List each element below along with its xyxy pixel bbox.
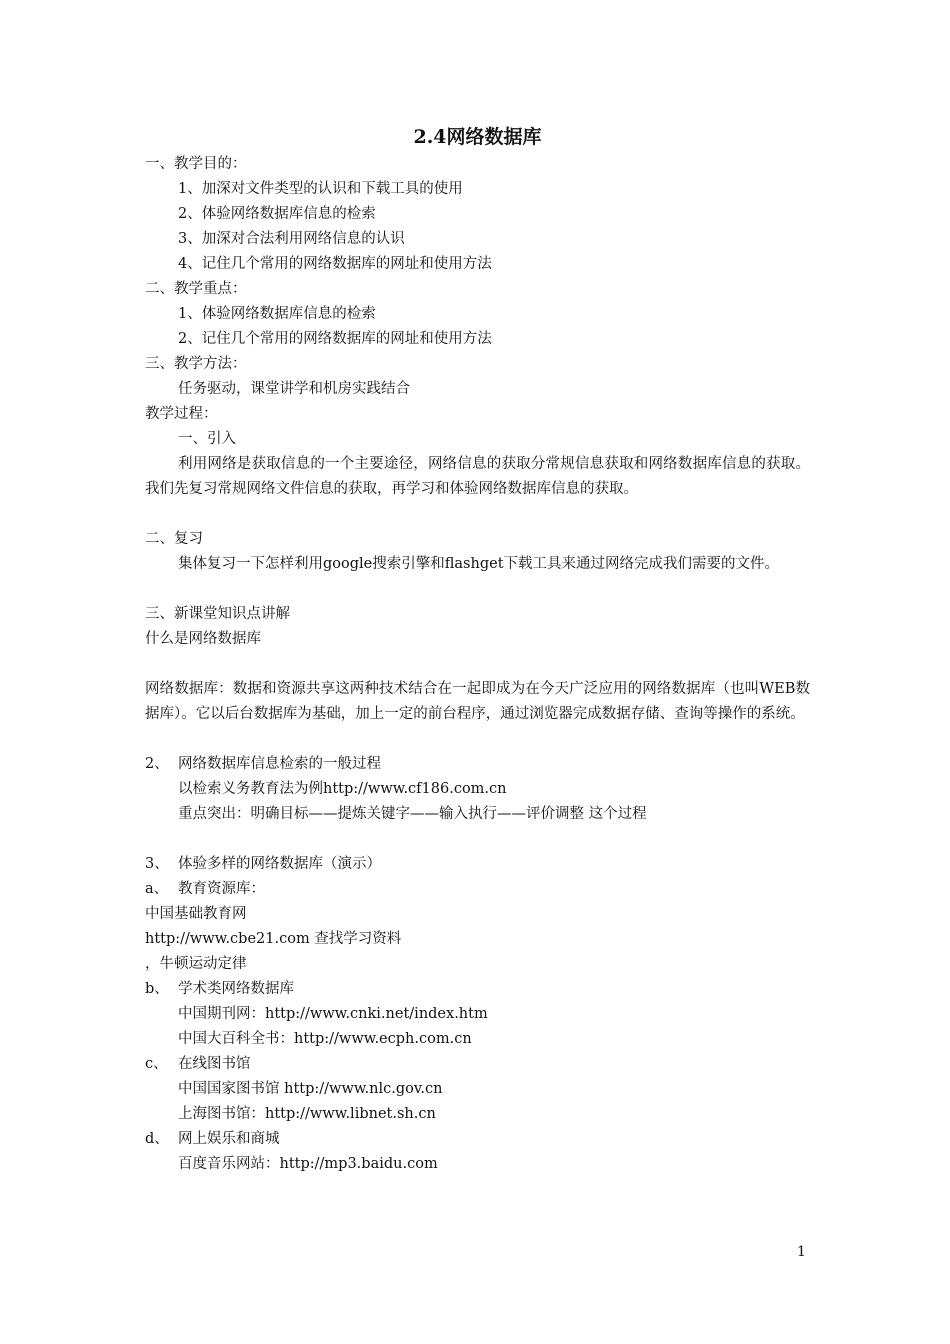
process-line: 重点突出：明确目标——提炼关键字——输入执行——评价调整 这个过程 <box>178 806 647 822</box>
section-heading: 三、教学方法： <box>145 356 247 372</box>
document-title: 2.4网络数据库 <box>413 126 542 148</box>
numbered-heading <box>145 752 810 777</box>
method-text: 任务驱动，课堂讲学和机房实践结合 <box>178 381 410 397</box>
example-line: 以检索义务教育法为例http://www.cf186.com.cn <box>178 781 507 797</box>
section-heading: 教学过程： <box>145 406 218 422</box>
resource-line: 百度音乐网站：http://mp3.baidu.com <box>178 1156 438 1172</box>
item-heading: 教育资源库： <box>178 881 265 897</box>
resource-line: 中国期刊网：http://www.cnki.net/index.htm <box>178 1006 488 1022</box>
item-letter: d、 <box>145 1131 169 1147</box>
lettered-heading <box>145 877 810 902</box>
item-heading: 网上娱乐和商城 <box>178 1131 280 1147</box>
list-item: 3、加深对合法利用网络信息的认识 <box>178 231 405 247</box>
review-paragraph: 集体复习一下怎样利用google搜索引擎和flashget下载工具来通过网络完成我们需要的文件。 <box>178 556 780 572</box>
resource-line: 中国国家图书馆 http://www.nlc.gov.cn <box>178 1081 443 1097</box>
lettered-heading <box>145 1052 810 1077</box>
subsection-heading: 一、引入 <box>178 431 236 447</box>
list-item: 1、加深对文件类型的认识和下载工具的使用 <box>178 181 463 197</box>
list-item: 2、记住几个常用的网络数据库的网址和使用方法 <box>178 331 492 347</box>
numbered-heading <box>145 852 810 877</box>
item-heading: 体验多样的网络数据库（演示） <box>178 856 381 872</box>
item-letter: c、 <box>145 1056 168 1072</box>
item-number: 3、 <box>145 856 169 872</box>
list-item: 2、体验网络数据库信息的检索 <box>178 206 376 222</box>
item-heading: 学术类网络数据库 <box>178 981 294 997</box>
item-heading: 在线图书馆 <box>178 1056 251 1072</box>
list-item: 1、体验网络数据库信息的检索 <box>178 306 376 322</box>
section-heading: 一、教学目的： <box>145 156 247 172</box>
item-heading: 网络数据库信息检索的一般过程 <box>178 756 381 772</box>
document-page <box>145 122 810 1177</box>
resource-line: 上海图书馆：http://www.libnet.sh.cn <box>178 1106 436 1122</box>
item-number: 2、 <box>145 756 169 772</box>
section-heading: 二、教学重点： <box>145 281 247 297</box>
subsection-heading: 三、新课堂知识点讲解 <box>145 606 290 622</box>
lettered-heading <box>145 977 810 1002</box>
subsection-heading: 二、复习 <box>145 531 203 547</box>
resource-line: ，牛顿运动定律 <box>145 956 247 972</box>
page-number: 1 <box>797 1244 806 1260</box>
resource-line: 中国基础教育网 <box>145 906 247 922</box>
list-item: 4、记住几个常用的网络数据库的网址和使用方法 <box>178 256 492 272</box>
topic-heading: 什么是网络数据库 <box>145 631 261 647</box>
definition-paragraph: 网络数据库：数据和资源共享这两种技术结合在一起即成为在今天广泛应用的网络数据库（也叫WEB数据库）。它以后台数据库为基础，加上一定的前台程序，通过浏览器完成数据存储、查询等操作的系统。 <box>145 681 810 722</box>
lettered-heading <box>145 1127 810 1152</box>
resource-line: http://www.cbe21.com 查找学习资料 <box>145 931 402 947</box>
resource-line: 中国大百科全书：http://www.ecph.com.cn <box>178 1031 472 1047</box>
item-letter: b、 <box>145 981 169 997</box>
intro-paragraph: 利用网络是获取信息的一个主要途径，网络信息的获取分常规信息获取和网络数据库信息的获取。我们先复习常规网络文件信息的获取，再学习和体验网络数据库信息的获取。 <box>145 456 810 497</box>
item-letter: a、 <box>145 881 169 897</box>
